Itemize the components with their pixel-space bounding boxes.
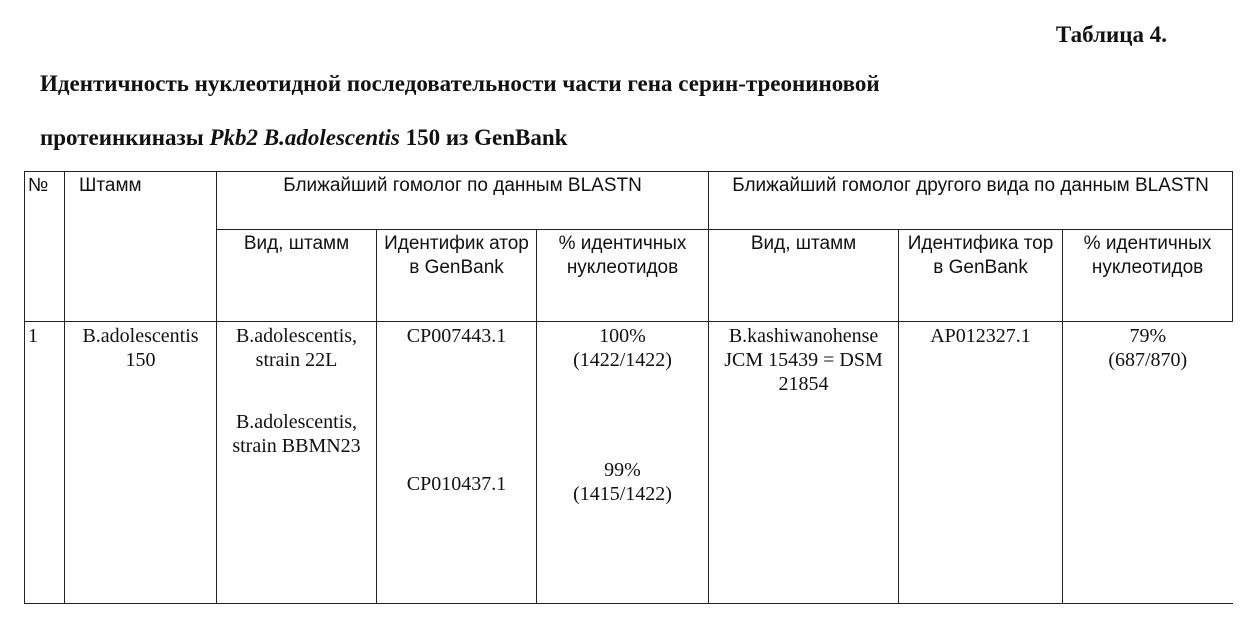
row-number: 1: [25, 322, 65, 604]
homolog-ratio-2: (1415/1422): [573, 483, 672, 505]
table-title-line-1: Идентичность нуклеотидной последовательности части гена серин-треониновой: [40, 71, 880, 96]
homolog-species-1: B.adolescentis, strain 22L: [235, 325, 358, 371]
table-row: [25, 322, 1233, 604]
other-ratio: (687/870): [1108, 349, 1188, 371]
other-pct: 79%: [1129, 325, 1167, 347]
title-gene-species: Pkb2 B.adolescentis: [209, 125, 400, 150]
header-other-identity-percent: % идентичных нуклеотидов: [1063, 230, 1233, 322]
header-closest-homolog: Ближайший гомолог по данным BLASTN: [217, 172, 709, 230]
header-other-genbank-id: Идентифика тор в GenBank: [899, 230, 1063, 322]
header-identity-percent: % идентичных нуклеотидов: [537, 230, 709, 322]
homolog-id-2: CP010437.1: [406, 473, 507, 495]
header-strain: Штамм: [65, 172, 217, 322]
homolog-identity-cell: [537, 322, 709, 604]
title-prefix: протеинкиназы: [40, 125, 210, 150]
table-label: Таблица 4.: [1055, 22, 1167, 47]
title-suffix: 150 из GenBank: [399, 125, 568, 150]
homolog-ratio-1: (1422/1422): [573, 349, 672, 371]
homolog-id-1: CP007443.1: [406, 325, 507, 347]
header-genbank-id: Идентифик атор в GenBank: [377, 230, 537, 322]
homolog-pct-1: 100%: [599, 325, 646, 347]
header-number: №: [25, 172, 65, 322]
homolog-species-2: B.adolescentis, strain BBMN23: [232, 411, 361, 457]
homolog-table: [24, 171, 1233, 604]
homolog-id-cell: [377, 322, 537, 604]
other-species: B.kashiwanohense JCM 15439 = DSM 21854: [709, 322, 899, 604]
row-strain: B.adolescentis 150: [65, 322, 217, 604]
homolog-pct-2: 99%: [604, 459, 641, 481]
header-species-strain: Вид, штамм: [217, 230, 377, 322]
table-title-line-2: [40, 124, 1220, 152]
homolog-species-cell: [217, 322, 377, 604]
header-other-species-homolog: Ближайший гомолог другого вида по данным BLASTN: [709, 172, 1233, 230]
other-identity-cell: [1063, 322, 1233, 604]
other-genbank-id: AP012327.1: [899, 322, 1063, 604]
header-other-species-strain: Вид, штамм: [709, 230, 899, 322]
